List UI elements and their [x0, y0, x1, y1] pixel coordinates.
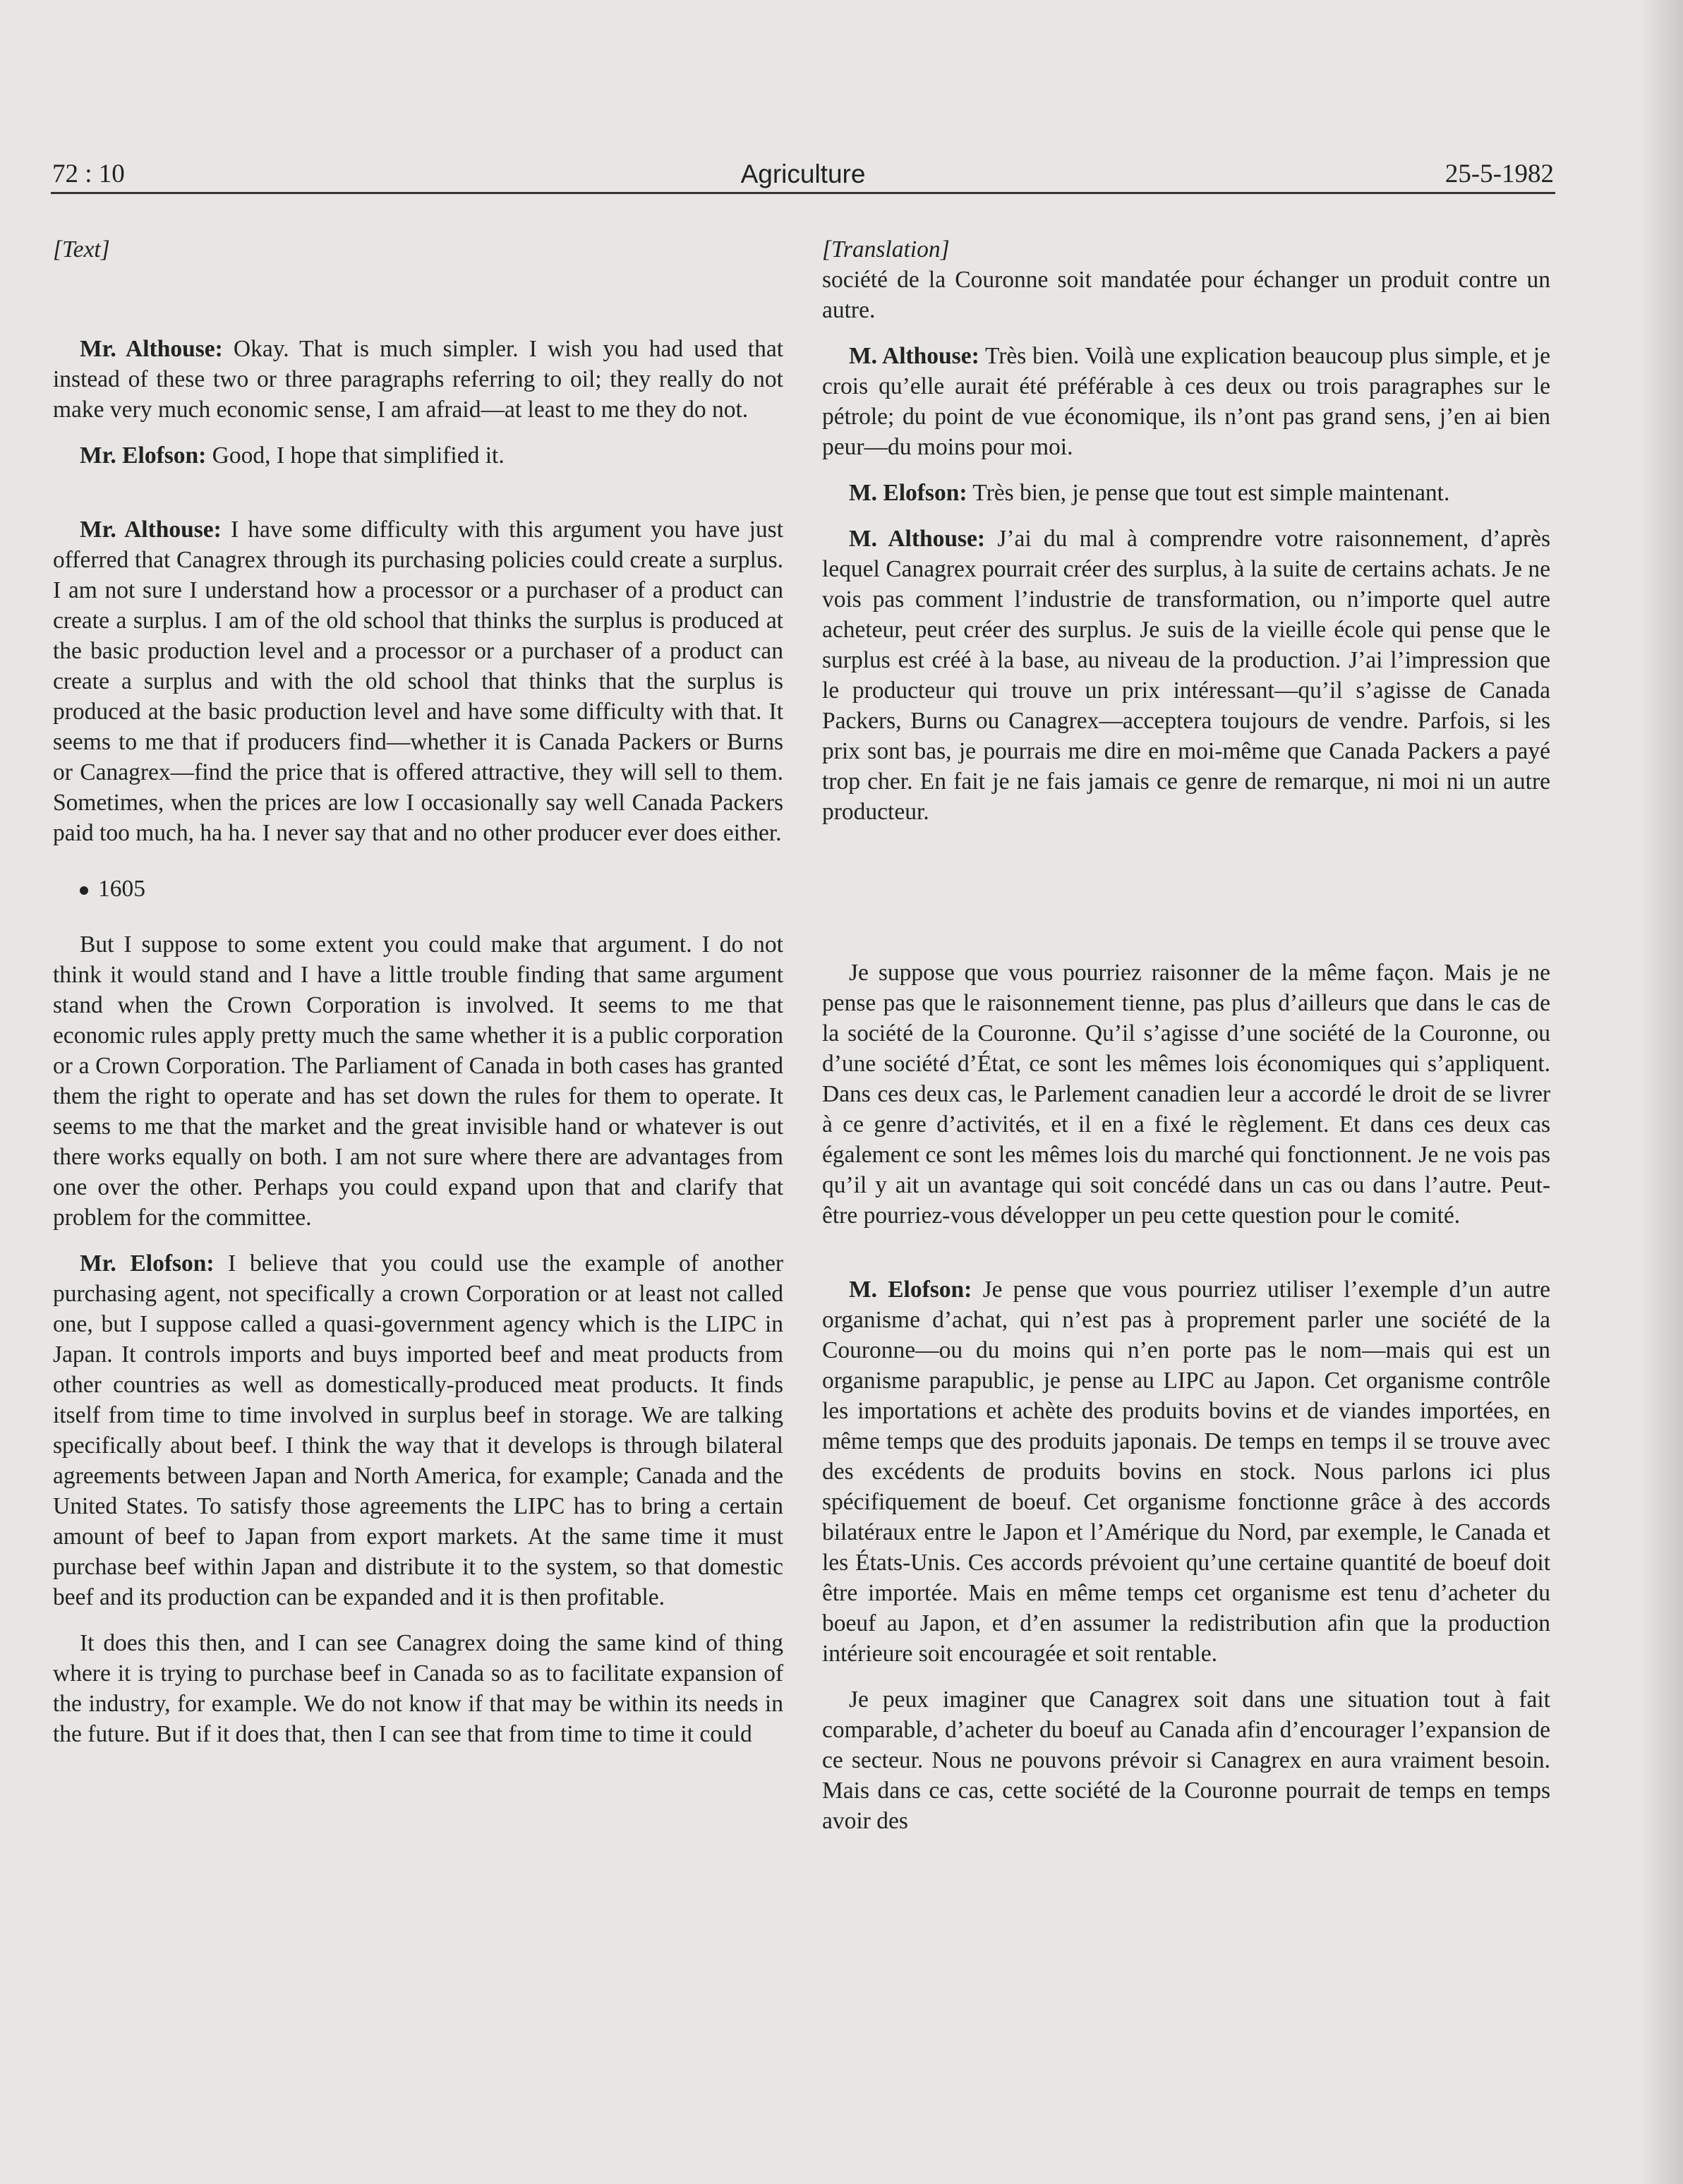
paragraph-text: I believe that you could use the example of another purchasing agent, not specifically a crown Corporation or at least not called one, but I suppose called a quasi-government agency which is the LIPC in Japan. It controls imports and buys imported beef and meat products from other countries as well as domestically-produced meat products. It finds itself from time to time involved in surplus beef in storage. We are talking specifically about beef. I think the way that it develops is through bilateral agreements between Japan and North America, for example; Canada and the United States. To satisfy those agreements the LIPC has to bring a certain amount of beef to Japan from export markets. At the same time it must purchase beef within Japan and distribute it to the system, so that domestic beef and its production can be expanded and it is then profitable. [53, 1250, 783, 1610]
column-label: [Text] [53, 236, 110, 263]
paragraph-text: Good, I hope that simplified it. [212, 442, 505, 469]
speaker-name: Mr. Althouse: [80, 517, 222, 543]
paragraph-text: Très bien. Voilà une explication beaucoup plus simple, et je crois qu’elle aurait été préférable à ces deux ou trois paragraphes sur le pétrole; du point de vue économique, ils n’ont pas grand sens, j’en ai bien peur—du moins pour moi. [822, 343, 1550, 460]
bullet-icon [80, 886, 88, 895]
time-marker [53, 874, 783, 904]
column-label: [Translation] [822, 236, 950, 263]
label-text: Text [62, 236, 101, 263]
speaker-name: Mr. Elofson: [80, 442, 207, 469]
paragraph-text: Je pense que vous pourriez utiliser l’exemple d’un autre organisme d’achat, qui n’est pas à proprement parler une société de la Couronne—ou du moins qui n’en porte pas le nom—mais qui est un organisme parapublic, je pense au LIPC au Japon. Cet organisme contrôle les importations et achète des produits bovins et de viandes importées, en même temps que des produits japonais. De temps en temps il se trouve avec des excédents de produits bovins en stock. Nous parlons ici plus spécifiquement de boeuf. Cet organisme fonctionne grâce à des accords bilatéraux entre le Japon et l’Amérique du Nord, par exemple, le Canada et les États-Unis. Ces accords prévoient qu’une certaine quantité de boeuf doit être importée. Mais en même temps cet organisme est tenu d’acheter du boeuf au Japon, et d’en assumer la redistribution afin que la production intérieure soit encouragée et soit rentable. [822, 1277, 1551, 1667]
speaker-name: Mr. Althouse: [80, 336, 223, 362]
paragraph-text: J’ai du mal à comprendre votre raisonnement, d’après lequel Canagrex pourrait créer des surplus, à la suite de certains achats. Je ne vois pas comment l’industrie de transformation, ou n’importe quel autre acheteur, peut créer des surplus. Je suis de la vieille école qui pense que le surplus est créé à la base, au niveau de la production. J’ai l’impression que le producteur qui trouve un prix intéressant—qu’il s’agisse de Canada Packers, Burns ou Canagrex—acceptera toujours de vendre. Parfois, si les prix sont bas, je pourrais me dire en moi-même que Canada Packers a payé trop cher. En fait je ne fais jamais ce genre de remarque, ni moi ni un autre producteur. [822, 526, 1551, 825]
label-text: Translation [831, 236, 941, 263]
paragraph [822, 524, 1550, 827]
paragraph [53, 1628, 783, 1749]
paragraph-text: I have some difficulty with this argument you have just offerred that Canagrex through its purchasing policies could create a surplus. I am not sure I understand how a processor or a purchaser of a product can create a surplus. I am of the old school that thinks the surplus is produced at the basic production level and a processor or a purchaser of a product can create a surplus and with the old school that thinks that the surplus is produced at the basic production level and have some difficulty with that. It seems to me that if producers find—whether it is Canada Packers or Burns or Canagrex—find the price that is offered attractive, they will sell to them. Sometimes, when the prices are low I occasionally say well Canada Packers paid too much, ha ha. I never say that and no other producer ever does either. [53, 517, 784, 846]
paragraph [822, 1274, 1550, 1669]
french-column [822, 234, 1550, 1836]
page-header [51, 157, 1555, 194]
header-title: Agriculture [740, 159, 866, 188]
paragraph [822, 958, 1550, 1231]
paragraph-text: société de la Couronne soit mandatée pour échanger un produit contre un autre. [822, 267, 1550, 323]
paragraph [53, 514, 783, 848]
paragraph [53, 334, 783, 425]
paragraph-text: Très bien, je pense que tout est simple maintenant. [972, 480, 1450, 506]
paragraph [53, 929, 783, 1233]
paragraph [53, 440, 783, 471]
paragraph [822, 478, 1550, 508]
page-number: 72 : 10 [52, 159, 125, 188]
english-column [53, 234, 783, 1749]
speaker-name: M. Althouse: [849, 526, 986, 552]
paragraph-text: But I suppose to some extent you could make that argument. I do not think it would stand and I have a little trouble finding that same argument stand when the Crown Corporation is involved. It seems to me that economic rules apply pretty much the same whether it is a public corporation or a Crown Corporation. The Parliament of Canada in both cases has granted them the right to operate and has set down the rules for them to operate. It seems to me that the market and the great invisible hand or whatever is out there works equally on both. I am not sure where there are advantages from one over the other. Perhaps you could expand upon that and clarify that problem for the committee. [53, 931, 783, 1231]
header-date: 25-5-1982 [1444, 159, 1554, 188]
paragraph [822, 1684, 1550, 1836]
paragraph [53, 1248, 783, 1612]
paragraph [822, 265, 1550, 325]
paragraph-text: It does this then, and I can see Canagrex doing the same kind of thing where it is trying to purchase beef in Canada so as to facilitate expansion of the industry, for example. We do not know if that may be within its needs in the future. But if it does that, then I can see that from time to time it could [53, 1630, 783, 1747]
paragraph [822, 341, 1550, 462]
speaker-name: M. Elofson: [849, 480, 967, 506]
time-marker-text: 1605 [98, 876, 145, 902]
paragraph-text: Okay. That is much simpler. I wish you had used that instead of these two or three paragraphs referring to oil; they really do not make very much economic sense, I am afraid—at least to me they do not. [53, 336, 783, 423]
paragraph-text: Je suppose que vous pourriez raisonner de la même façon. Mais je ne pense pas que le raisonnement tienne, pas plus d’ailleurs que dans le cas de la société de la Couronne. Qu’il s’agisse d’une société de la Couronne, ou d’une société d’État, ce sont les mêmes lois économiques qui s’appliquent. Dans ces deux cas, le Parlement canadien leur a accordé le droit de se livrer à ce genre d’activités, et il en a fixé le règlement. Et dans ces deux cas également ce sont les mêmes lois du marché qui fonctionnent. Je ne vois pas qu’il y ait un avantage qui soit concédé dans un cas ou dans l’autre. Peut-être pourriez-vous développer un peu cette question pour le comité. [822, 960, 1550, 1229]
speaker-name: M. Elofson: [849, 1277, 972, 1303]
paragraph-text: Je peux imaginer que Canagrex soit dans une situation tout à fait comparable, d’acheter du boeuf au Canada afin d’encourager l’expansion de ce secteur. Nous ne pouvons prévoir si Canagrex en aura vraiment besoin. Mais dans ce cas, cette société de la Couronne pourrait de temps en temps avoir des [822, 1687, 1550, 1834]
speaker-name: M. Althouse: [849, 343, 979, 369]
speaker-name: Mr. Elofson: [80, 1250, 215, 1277]
page-edge-shadow [1641, 0, 1683, 2184]
